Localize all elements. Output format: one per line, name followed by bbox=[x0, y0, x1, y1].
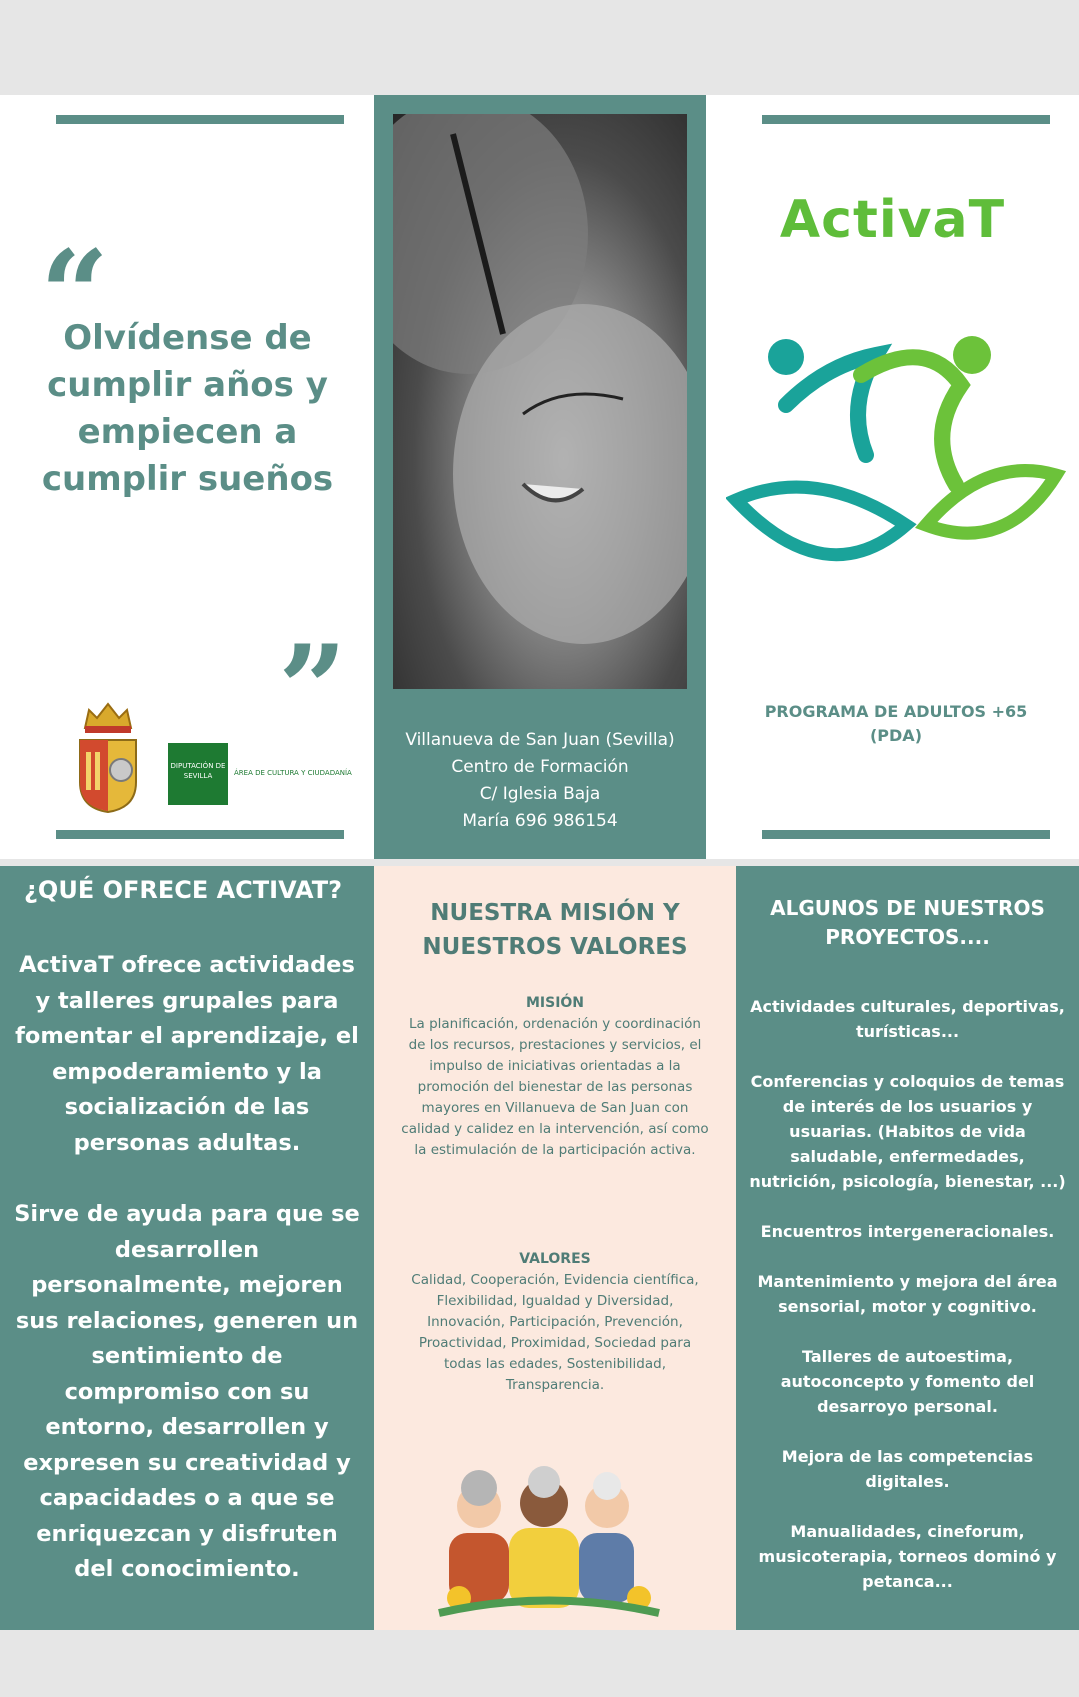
close-quote-icon: ” bbox=[278, 619, 348, 760]
projects-panel bbox=[736, 866, 1079, 1630]
brand-panel bbox=[706, 95, 1079, 859]
contact-text: María 696 986154 bbox=[462, 811, 618, 831]
values-heading: VALORES bbox=[519, 1251, 591, 1267]
list-item: Mejora de las competencias digitales. bbox=[781, 1447, 1034, 1491]
values-text: Calidad, Cooperación, Evidencia científica, Flexibilidad, Igualdad y Diversidad, Innovación, Participación, Prevención, Proactividad, Proximidad, Sociedad para todas las edades, Sostenibilidad, Transparencia. bbox=[411, 1272, 699, 1393]
quote-panel bbox=[0, 95, 374, 859]
divider-bottom bbox=[56, 830, 344, 839]
offer-panel bbox=[0, 866, 374, 1630]
open-quote-icon: “ bbox=[40, 224, 110, 365]
program-label bbox=[746, 700, 1046, 748]
list-item: Conferencias y coloquios de temas de interés de los usuarios y usuarias. (Habitos de vida saludable, enfermedades, nutrición, psicología, bienestar, ...) bbox=[749, 1072, 1066, 1191]
address-text: C/ Iglesia Baja bbox=[479, 784, 601, 804]
activat-logo-icon bbox=[726, 325, 1066, 595]
divider-bottom bbox=[762, 830, 1050, 839]
program-acronym: (PDA) bbox=[869, 726, 922, 745]
elderly-couple-photo bbox=[393, 114, 687, 689]
mission-title: NUESTRA MISIÓN Y NUESTROS VALORES bbox=[422, 900, 688, 960]
diputacion-logo: DIPUTACIÓN DE SEVILLA bbox=[168, 743, 228, 805]
footer-strip bbox=[0, 1630, 1079, 1697]
list-item: Actividades culturales, deportivas, turísticas... bbox=[750, 997, 1065, 1041]
program-name: PROGRAMA DE ADULTOS +65 bbox=[764, 702, 1028, 721]
list-item: Mantenimiento y mejora del área sensorial, motor y cognitivo. bbox=[757, 1272, 1058, 1316]
list-item: Encuentros intergeneracionales. bbox=[760, 1222, 1055, 1241]
offer-paragraph-1: ActivaT ofrece actividades y talleres grupales para fomentar el aprendizaje, el empoderamiento y la socialización de las personas adultas. bbox=[15, 952, 359, 1156]
offer-body bbox=[14, 948, 360, 1624]
mission-section bbox=[399, 993, 711, 1161]
seniors-illustration bbox=[429, 1448, 669, 1623]
projects-list bbox=[744, 994, 1071, 1619]
mission-text: La planificación, ordenación y coordinación de los recursos, prestaciones y servicios, el impulso de iniciativas orientadas a la promoción del bienestar de las personas mayores en Villanueva de San Juan con calidad y calidez en la intervención, así como la estimulación de la participación activa. bbox=[401, 1016, 709, 1158]
offer-title: ¿QUÉ OFRECE ACTIVAT? bbox=[24, 876, 343, 904]
list-item: Manualidades, cineforum, musicoterapia, torneos dominó y petanca... bbox=[758, 1522, 1057, 1591]
contact-info bbox=[374, 727, 706, 835]
values-section bbox=[399, 1249, 711, 1396]
mission-panel bbox=[374, 866, 736, 1630]
area-cultura-label: ÁREA DE CULTURA Y CIUDADANÍA bbox=[234, 769, 352, 777]
divider-top bbox=[762, 115, 1050, 124]
mission-heading: MISIÓN bbox=[525, 995, 585, 1011]
projects-title: ALGUNOS DE NUESTROS PROYECTOS.... bbox=[770, 896, 1045, 949]
photo-panel bbox=[374, 95, 706, 859]
location-text: Villanueva de San Juan (Sevilla) bbox=[405, 730, 675, 750]
center-text: Centro de Formación bbox=[451, 757, 629, 777]
list-item: Talleres de autoestima, autoconcepto y fomento del desarroyo personal. bbox=[780, 1347, 1035, 1416]
divider-top bbox=[56, 115, 344, 124]
offer-paragraph-2: Sirve de ayuda para que se desarrollen personalmente, mejoren sus relaciones, generen un sentimiento de compromiso con su entorno, desarrollen y expresen su creatividad y capacidades o a que se enriquezcan y disfruten del conocimiento. bbox=[14, 1201, 360, 1582]
brand-title: ActivaT bbox=[779, 190, 1006, 250]
quote-text: Olvídense de cumplir años y empiecen a cumplir sueños bbox=[41, 318, 334, 499]
municipal-shield-logo bbox=[75, 700, 141, 815]
